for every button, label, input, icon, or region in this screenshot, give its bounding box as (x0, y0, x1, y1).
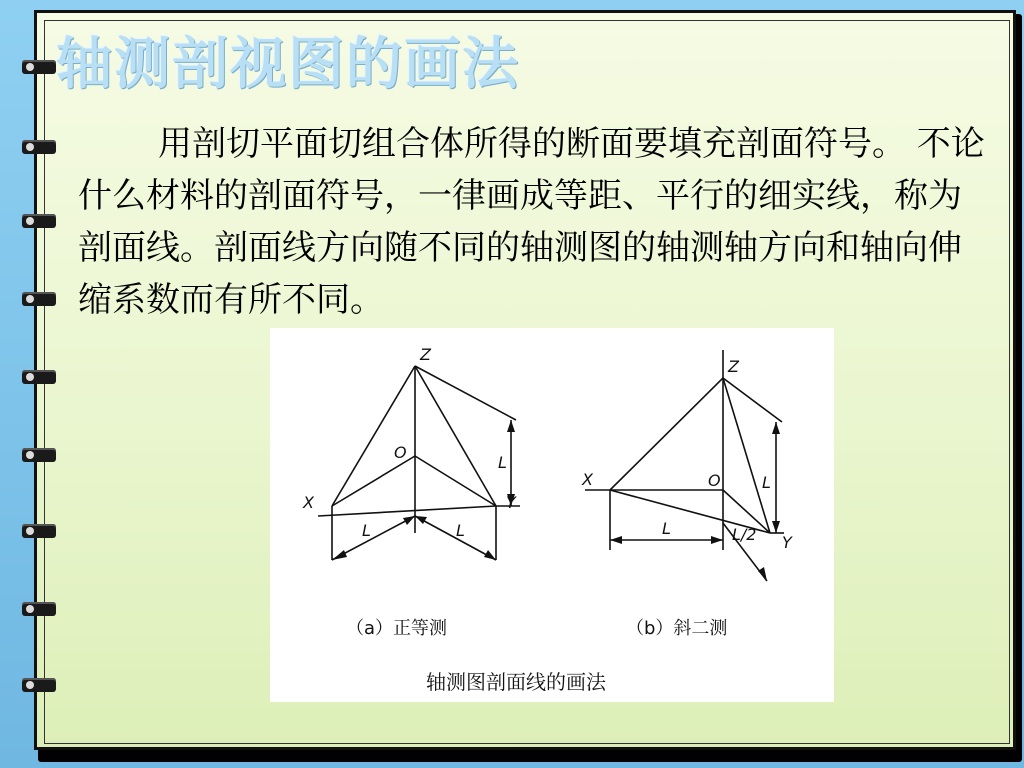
binding-ring (22, 524, 56, 538)
arrowhead (772, 422, 780, 434)
arrowhead (484, 550, 496, 560)
b-dim-label-vertical: L (762, 473, 771, 492)
figure-caption: 轴测图剖面线的画法 (426, 670, 606, 694)
caption-b: （b）斜二测 (626, 618, 728, 639)
b-z-extension (723, 378, 782, 422)
body-paragraph: 用剖切平面切组合体所得的断面要填充剖面符号。 不论什么材料的剖面符号，一律画成等距、平行的细实线，称为剖面线。剖面线方向随不同的轴测图的轴测轴方向和轴向伸缩系数而有所不同。 (78, 124, 985, 320)
arrowhead (332, 550, 347, 560)
b-label-o: O (708, 471, 721, 490)
b-dim-label-horizontal: L (662, 519, 671, 538)
arrowhead (610, 536, 622, 544)
slide-title: 轴测剖视图的画法 (56, 31, 520, 97)
b-edge-left (610, 378, 723, 490)
arrowhead (507, 420, 515, 432)
a-label-z: Z (420, 345, 431, 364)
binding-ring (22, 370, 56, 384)
b-label-z: Z (728, 357, 739, 376)
axonometric-figure (270, 328, 834, 702)
a-dim-label-right: L (456, 521, 465, 540)
a-dim-label-vertical: L (498, 453, 507, 472)
caption-a: （a）正等测 (346, 618, 448, 639)
b-edge-right (723, 378, 770, 533)
a-x-axis (332, 456, 415, 506)
binding-ring (22, 214, 56, 228)
b-label-y: Y (782, 533, 792, 552)
figure-drawing (270, 328, 834, 702)
b-dim-label-diagonal: L/2 (732, 525, 757, 544)
a-dim-label-left: L (362, 521, 371, 540)
b-label-x: X (582, 470, 593, 489)
binding-ring (22, 678, 56, 692)
binding-ring (22, 602, 56, 616)
binding-ring (22, 60, 56, 74)
binding-ring (22, 448, 56, 462)
a-edge-left (332, 366, 415, 506)
a-base-line (318, 506, 496, 516)
binding-ring (22, 140, 56, 154)
binding-ring (22, 292, 56, 306)
arrowhead (403, 516, 415, 525)
arrowhead (758, 567, 767, 581)
a-y-axis (415, 456, 496, 506)
a-label-o: O (394, 443, 407, 462)
a-label-y: Y (506, 493, 516, 512)
arrowhead (415, 516, 427, 524)
arrowhead (772, 521, 780, 533)
arrowhead (711, 536, 723, 544)
a-label-x: X (303, 493, 314, 512)
